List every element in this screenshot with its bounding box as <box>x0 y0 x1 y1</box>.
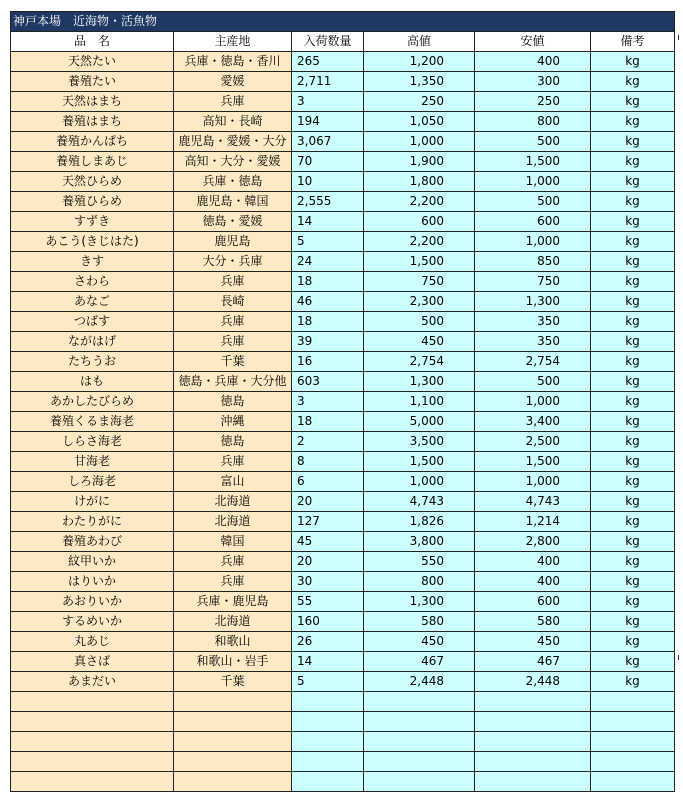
empty-cell[interactable] <box>475 772 591 792</box>
cell-origin[interactable]: 沖縄 <box>174 412 292 432</box>
cell-remarks[interactable]: kg <box>591 252 675 272</box>
cell-name[interactable]: 天然たい <box>11 52 174 72</box>
cell-quantity[interactable]: 26 <box>292 632 364 652</box>
empty-cell[interactable] <box>364 732 475 752</box>
cell-low-price[interactable]: 1,000 <box>475 392 591 412</box>
cell-origin[interactable]: 徳島・愛媛 <box>174 212 292 232</box>
cell-origin[interactable]: 兵庫 <box>174 552 292 572</box>
cell-remarks[interactable]: kg <box>591 592 675 612</box>
cell-quantity[interactable]: 3 <box>292 392 364 412</box>
cell-origin[interactable]: 大分・兵庫 <box>174 252 292 272</box>
cell-quantity[interactable]: 127 <box>292 512 364 532</box>
table-row <box>11 252 675 272</box>
cell-origin[interactable]: 兵庫 <box>174 272 292 292</box>
cell-name[interactable]: 丸あじ <box>11 632 174 652</box>
cell-high-price[interactable]: 1,050 <box>364 112 475 132</box>
empty-cell[interactable] <box>11 712 174 732</box>
cell-remarks[interactable]: kg <box>591 432 675 452</box>
cell-name[interactable]: あなご <box>11 292 174 312</box>
cell-remarks[interactable]: kg <box>591 372 675 392</box>
cell-quantity[interactable]: 24 <box>292 252 364 272</box>
cell-low-price[interactable]: 350 <box>475 332 591 352</box>
cell-name[interactable]: あおりいか <box>11 592 174 612</box>
price-table <box>10 11 675 792</box>
cell-origin[interactable]: 兵庫・鹿児島 <box>174 592 292 612</box>
cell-low-price[interactable]: 2,448 <box>475 672 591 692</box>
header-origin[interactable]: 主産地 <box>174 32 292 52</box>
cell-name[interactable]: すずき <box>11 212 174 232</box>
cell-origin[interactable]: 兵庫 <box>174 312 292 332</box>
empty-row <box>11 752 675 772</box>
title-row <box>11 12 675 32</box>
cell-low-price[interactable]: 1,214 <box>475 512 591 532</box>
table-row <box>11 452 675 472</box>
cell-remarks[interactable]: kg <box>591 272 675 292</box>
cell-high-price[interactable]: 1,100 <box>364 392 475 412</box>
cell-name[interactable]: つばす <box>11 312 174 332</box>
cell-high-price[interactable]: 1,826 <box>364 512 475 532</box>
cell-name[interactable]: あまだい <box>11 672 174 692</box>
table-row <box>11 172 675 192</box>
cell-remarks[interactable]: kg <box>591 352 675 372</box>
cell-remarks[interactable]: kg <box>591 72 675 92</box>
header-low-price[interactable]: 安値 <box>475 32 591 52</box>
empty-cell[interactable] <box>591 772 675 792</box>
cell-remarks[interactable]: kg <box>591 572 675 592</box>
table-row <box>11 132 675 152</box>
cell-high-price[interactable]: 3,800 <box>364 532 475 552</box>
cell-low-price[interactable]: 467 <box>475 652 591 672</box>
empty-cell[interactable] <box>174 692 292 712</box>
cell-origin[interactable]: 徳島 <box>174 432 292 452</box>
cell-origin[interactable]: 鹿児島・愛媛・大分 <box>174 132 292 152</box>
cell-name[interactable]: ながはげ <box>11 332 174 352</box>
cell-remarks[interactable]: kg <box>591 232 675 252</box>
cell-quantity[interactable]: 2,555 <box>292 192 364 212</box>
cell-quantity[interactable]: 603 <box>292 372 364 392</box>
cell-low-price[interactable]: 600 <box>475 592 591 612</box>
cell-name[interactable]: はも <box>11 372 174 392</box>
cell-origin[interactable]: 兵庫・徳島・香川 <box>174 52 292 72</box>
cell-name[interactable]: けがに <box>11 492 174 512</box>
cell-high-price[interactable]: 250 <box>364 92 475 112</box>
cell-high-price[interactable]: 2,200 <box>364 192 475 212</box>
cell-low-price[interactable]: 580 <box>475 612 591 632</box>
cell-origin[interactable]: 鹿児島 <box>174 232 292 252</box>
cell-name[interactable]: 養殖はまち <box>11 112 174 132</box>
cell-name[interactable]: あかしたびらめ <box>11 392 174 412</box>
cell-remarks[interactable]: kg <box>591 292 675 312</box>
cell-quantity[interactable]: 10 <box>292 172 364 192</box>
table-row <box>11 112 675 132</box>
empty-cell[interactable] <box>364 712 475 732</box>
cell-low-price[interactable]: 800 <box>475 112 591 132</box>
cell-origin[interactable]: 徳島・兵庫・大分他 <box>174 372 292 392</box>
cell-name[interactable]: 養殖しまあじ <box>11 152 174 172</box>
cell-quantity[interactable]: 55 <box>292 592 364 612</box>
table-row <box>11 592 675 612</box>
empty-cell[interactable] <box>364 772 475 792</box>
cell-high-price[interactable]: 450 <box>364 632 475 652</box>
cell-remarks[interactable]: kg <box>591 532 675 552</box>
cell-remarks[interactable]: kg <box>591 92 675 112</box>
cell-low-price[interactable]: 1,000 <box>475 172 591 192</box>
cell-high-price[interactable]: 2,300 <box>364 292 475 312</box>
empty-cell[interactable] <box>364 752 475 772</box>
cell-remarks[interactable]: kg <box>591 312 675 332</box>
cell-name[interactable]: 養殖あわび <box>11 532 174 552</box>
cell-low-price[interactable]: 300 <box>475 72 591 92</box>
cell-remarks[interactable]: kg <box>591 172 675 192</box>
cell-quantity[interactable]: 70 <box>292 152 364 172</box>
cell-high-price[interactable]: 600 <box>364 212 475 232</box>
cell-name[interactable]: 天然はまち <box>11 92 174 112</box>
cell-high-price[interactable]: 2,448 <box>364 672 475 692</box>
cell-remarks[interactable]: kg <box>591 212 675 232</box>
cell-origin[interactable]: 高知・長崎 <box>174 112 292 132</box>
cell-origin[interactable]: 北海道 <box>174 492 292 512</box>
cell-low-price[interactable]: 1,300 <box>475 292 591 312</box>
empty-cell[interactable] <box>292 692 364 712</box>
cell-quantity[interactable]: 194 <box>292 112 364 132</box>
cell-low-price[interactable]: 850 <box>475 252 591 272</box>
cell-quantity[interactable]: 18 <box>292 272 364 292</box>
cell-high-price[interactable]: 467 <box>364 652 475 672</box>
cell-quantity[interactable]: 39 <box>292 332 364 352</box>
cell-remarks[interactable]: kg <box>591 492 675 512</box>
header-remarks[interactable]: 備考 <box>591 32 675 52</box>
cell-name[interactable]: さわら <box>11 272 174 292</box>
empty-row <box>11 732 675 752</box>
cell-quantity[interactable]: 160 <box>292 612 364 632</box>
cell-high-price[interactable]: 450 <box>364 332 475 352</box>
cell-remarks[interactable]: kg <box>591 652 675 672</box>
cell-remarks[interactable]: kg <box>591 472 675 492</box>
cell-low-price[interactable]: 400 <box>475 52 591 72</box>
empty-cell[interactable] <box>11 692 174 712</box>
cell-quantity[interactable]: 2,711 <box>292 72 364 92</box>
cell-quantity[interactable]: 5 <box>292 232 364 252</box>
cell-remarks[interactable]: kg <box>591 412 675 432</box>
cell-quantity[interactable]: 5 <box>292 672 364 692</box>
cell-remarks[interactable]: kg <box>591 392 675 412</box>
cell-remarks[interactable]: kg <box>591 672 675 692</box>
cell-origin[interactable]: 千葉 <box>174 672 292 692</box>
header-high-price[interactable]: 高値 <box>364 32 475 52</box>
cell-remarks[interactable]: kg <box>591 452 675 472</box>
cell-name[interactable]: はりいか <box>11 572 174 592</box>
cell-high-price[interactable]: 1,800 <box>364 172 475 192</box>
empty-cell[interactable] <box>292 732 364 752</box>
cell-origin[interactable]: 韓国 <box>174 532 292 552</box>
cell-name[interactable]: するめいか <box>11 612 174 632</box>
sheet-title: 神戸本場 近海物・活魚物 <box>11 12 675 32</box>
table-row <box>11 672 675 692</box>
cell-low-price[interactable]: 1,000 <box>475 232 591 252</box>
empty-cell[interactable] <box>174 712 292 732</box>
cell-quantity[interactable]: 14 <box>292 212 364 232</box>
cell-high-price[interactable]: 2,200 <box>364 232 475 252</box>
cell-origin[interactable]: 北海道 <box>174 512 292 532</box>
cell-origin[interactable]: 長崎 <box>174 292 292 312</box>
table-row <box>11 612 675 632</box>
empty-cell[interactable] <box>591 692 675 712</box>
cell-remarks[interactable]: kg <box>591 152 675 172</box>
cell-name[interactable]: 紋甲いか <box>11 552 174 572</box>
cell-name[interactable]: しろ海老 <box>11 472 174 492</box>
cell-origin[interactable]: 徳島 <box>174 392 292 412</box>
cell-name[interactable]: 養殖くるま海老 <box>11 412 174 432</box>
cell-quantity[interactable]: 30 <box>292 572 364 592</box>
cell-low-price[interactable]: 1,500 <box>475 452 591 472</box>
table-row <box>11 292 675 312</box>
cell-origin[interactable]: 和歌山 <box>174 632 292 652</box>
empty-cell[interactable] <box>292 712 364 732</box>
cell-remarks[interactable]: kg <box>591 192 675 212</box>
cell-low-price[interactable]: 2,800 <box>475 532 591 552</box>
cell-low-price[interactable]: 2,754 <box>475 352 591 372</box>
cell-origin[interactable]: 高知・大分・愛媛 <box>174 152 292 172</box>
cell-quantity[interactable]: 46 <box>292 292 364 312</box>
cell-quantity[interactable]: 3 <box>292 92 364 112</box>
cell-quantity[interactable]: 8 <box>292 452 364 472</box>
empty-row <box>11 772 675 792</box>
cell-high-price[interactable]: 2,754 <box>364 352 475 372</box>
table-row <box>11 232 675 252</box>
cell-low-price[interactable]: 3,400 <box>475 412 591 432</box>
cell-quantity[interactable]: 18 <box>292 312 364 332</box>
empty-cell[interactable] <box>475 732 591 752</box>
empty-cell[interactable] <box>11 772 174 792</box>
empty-row <box>11 692 675 712</box>
cell-high-price[interactable]: 1,900 <box>364 152 475 172</box>
cell-remarks[interactable]: kg <box>591 52 675 72</box>
cell-name[interactable]: きす <box>11 252 174 272</box>
cell-low-price[interactable]: 1,000 <box>475 472 591 492</box>
cell-name[interactable]: あこう(きじはた) <box>11 232 174 252</box>
table-row <box>11 632 675 652</box>
empty-cell[interactable] <box>292 772 364 792</box>
cell-low-price[interactable]: 1,500 <box>475 152 591 172</box>
cell-high-price[interactable]: 1,350 <box>364 72 475 92</box>
cell-quantity[interactable]: 6 <box>292 472 364 492</box>
empty-cell[interactable] <box>292 752 364 772</box>
cell-quantity[interactable]: 2 <box>292 432 364 452</box>
cell-quantity[interactable]: 16 <box>292 352 364 372</box>
cell-high-price[interactable]: 5,000 <box>364 412 475 432</box>
table-row <box>11 532 675 552</box>
cell-quantity[interactable]: 20 <box>292 552 364 572</box>
cell-low-price[interactable]: 250 <box>475 92 591 112</box>
cell-low-price[interactable]: 450 <box>475 632 591 652</box>
cell-origin[interactable]: 愛媛 <box>174 72 292 92</box>
cell-high-price[interactable]: 1,300 <box>364 372 475 392</box>
cell-high-price[interactable]: 500 <box>364 312 475 332</box>
table-row <box>11 472 675 492</box>
empty-cell[interactable] <box>591 732 675 752</box>
edge-mark <box>678 35 679 40</box>
cell-high-price[interactable]: 3,500 <box>364 432 475 452</box>
cell-remarks[interactable]: kg <box>591 332 675 352</box>
table-row <box>11 512 675 532</box>
cell-remarks[interactable]: kg <box>591 112 675 132</box>
cell-name[interactable]: わたりがに <box>11 512 174 532</box>
empty-cell[interactable] <box>475 712 591 732</box>
cell-name[interactable]: 養殖ひらめ <box>11 192 174 212</box>
cell-high-price[interactable]: 1,200 <box>364 52 475 72</box>
cell-high-price[interactable]: 1,000 <box>364 472 475 492</box>
cell-quantity[interactable]: 3,067 <box>292 132 364 152</box>
table-row <box>11 332 675 352</box>
cell-origin[interactable]: 兵庫 <box>174 92 292 112</box>
table-row <box>11 212 675 232</box>
empty-cell[interactable] <box>364 692 475 712</box>
cell-high-price[interactable]: 550 <box>364 552 475 572</box>
cell-name[interactable]: 天然ひらめ <box>11 172 174 192</box>
table-row <box>11 372 675 392</box>
header-quantity[interactable]: 入荷数量 <box>292 32 364 52</box>
cell-remarks[interactable]: kg <box>591 552 675 572</box>
table-row <box>11 552 675 572</box>
cell-remarks[interactable]: kg <box>591 132 675 152</box>
cell-high-price[interactable]: 1,000 <box>364 132 475 152</box>
table-row <box>11 92 675 112</box>
table-row <box>11 192 675 212</box>
table-row <box>11 272 675 292</box>
cell-low-price[interactable]: 400 <box>475 572 591 592</box>
cell-origin[interactable]: 富山 <box>174 472 292 492</box>
cell-quantity[interactable]: 18 <box>292 412 364 432</box>
empty-cell[interactable] <box>11 732 174 752</box>
cell-name[interactable]: しらさ海老 <box>11 432 174 452</box>
cell-origin[interactable]: 兵庫・徳島 <box>174 172 292 192</box>
cell-low-price[interactable]: 500 <box>475 372 591 392</box>
cell-low-price[interactable]: 750 <box>475 272 591 292</box>
cell-origin[interactable]: 兵庫 <box>174 452 292 472</box>
cell-name[interactable]: 甘海老 <box>11 452 174 472</box>
table-row <box>11 652 675 672</box>
cell-low-price[interactable]: 2,500 <box>475 432 591 452</box>
table-row <box>11 412 675 432</box>
cell-remarks[interactable]: kg <box>591 512 675 532</box>
empty-cell[interactable] <box>174 732 292 752</box>
cell-high-price[interactable]: 750 <box>364 272 475 292</box>
cell-origin[interactable]: 和歌山・岩手 <box>174 652 292 672</box>
cell-name[interactable]: たちうお <box>11 352 174 372</box>
empty-cell[interactable] <box>11 752 174 772</box>
cell-high-price[interactable]: 800 <box>364 572 475 592</box>
cell-quantity[interactable]: 45 <box>292 532 364 552</box>
cell-quantity[interactable]: 20 <box>292 492 364 512</box>
cell-origin[interactable]: 兵庫 <box>174 332 292 352</box>
table-row <box>11 152 675 172</box>
empty-cell[interactable] <box>475 692 591 712</box>
cell-low-price[interactable]: 500 <box>475 132 591 152</box>
cell-origin[interactable]: 千葉 <box>174 352 292 372</box>
cell-high-price[interactable]: 4,743 <box>364 492 475 512</box>
cell-quantity[interactable]: 265 <box>292 52 364 72</box>
table-row <box>11 432 675 452</box>
cell-high-price[interactable]: 580 <box>364 612 475 632</box>
cell-low-price[interactable]: 4,743 <box>475 492 591 512</box>
table-row <box>11 352 675 372</box>
cell-remarks[interactable]: kg <box>591 612 675 632</box>
header-name[interactable]: 品 名 <box>11 32 174 52</box>
header-row <box>11 32 675 52</box>
cell-low-price[interactable]: 500 <box>475 192 591 212</box>
cell-name[interactable]: 養殖かんぱち <box>11 132 174 152</box>
cell-high-price[interactable]: 1,500 <box>364 452 475 472</box>
cell-origin[interactable]: 鹿児島・韓国 <box>174 192 292 212</box>
table-row <box>11 572 675 592</box>
cell-name[interactable]: 真さば <box>11 652 174 672</box>
cell-low-price[interactable]: 350 <box>475 312 591 332</box>
table-row <box>11 392 675 412</box>
cell-remarks[interactable]: kg <box>591 632 675 652</box>
empty-cell[interactable] <box>174 752 292 772</box>
cell-high-price[interactable]: 1,500 <box>364 252 475 272</box>
edge-mark <box>678 655 679 660</box>
cell-origin[interactable]: 兵庫 <box>174 572 292 592</box>
cell-quantity[interactable]: 14 <box>292 652 364 672</box>
table-row <box>11 52 675 72</box>
cell-low-price[interactable]: 600 <box>475 212 591 232</box>
table-row <box>11 72 675 92</box>
empty-cell[interactable] <box>174 772 292 792</box>
empty-cell[interactable] <box>591 752 675 772</box>
table-row <box>11 492 675 512</box>
empty-cell[interactable] <box>475 752 591 772</box>
cell-origin[interactable]: 北海道 <box>174 612 292 632</box>
cell-name[interactable]: 養殖たい <box>11 72 174 92</box>
table-row <box>11 312 675 332</box>
empty-row <box>11 712 675 732</box>
empty-cell[interactable] <box>591 712 675 732</box>
cell-low-price[interactable]: 400 <box>475 552 591 572</box>
cell-high-price[interactable]: 1,300 <box>364 592 475 612</box>
